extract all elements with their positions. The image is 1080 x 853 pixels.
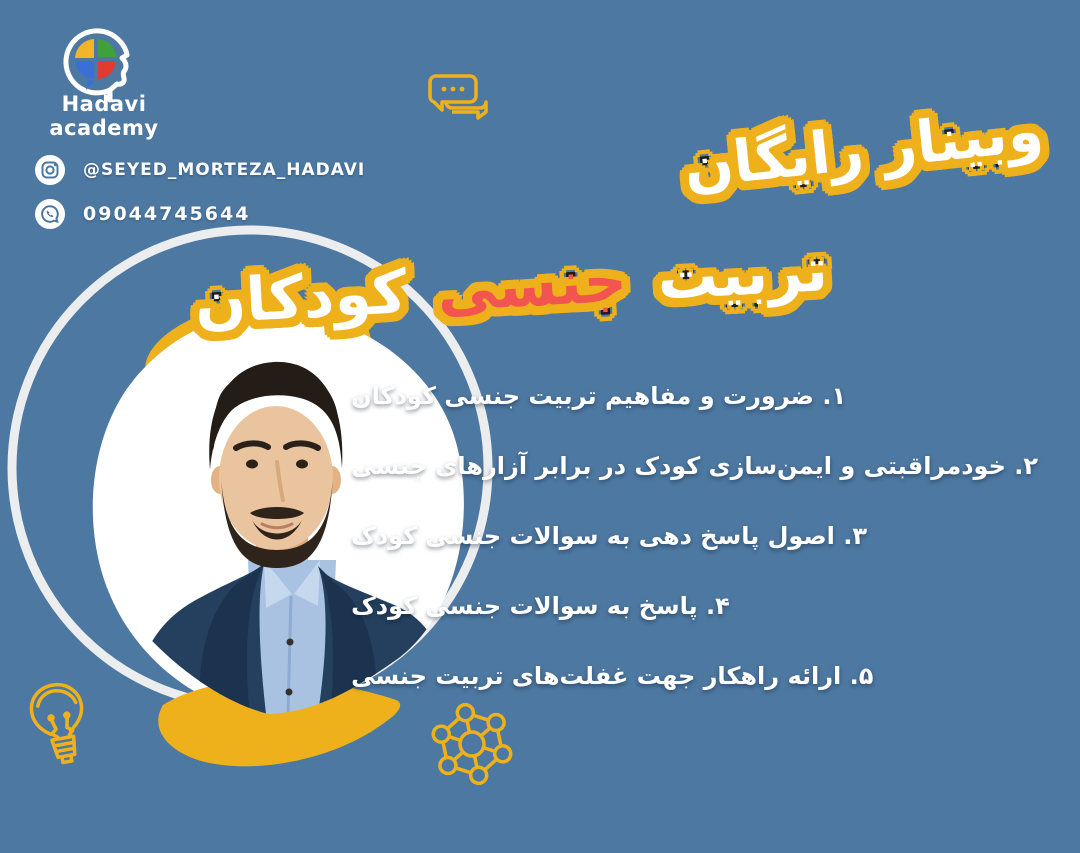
whatsapp-icon — [35, 199, 65, 229]
network-nodes-icon — [420, 692, 524, 796]
title-word-1: تربیت — [656, 234, 830, 314]
whatsapp-number: 09044745644 — [83, 203, 251, 225]
agenda-list — [351, 378, 1038, 694]
instagram-handle: @SEYED_MORTEZA_HADAVI — [83, 160, 366, 180]
agenda-item-4: ۴. پاسخ به سوالات جنسی کودک — [351, 592, 730, 620]
agenda-item-1: ۱. ضرورت و مفاهیم تربیت جنسی کودکان — [351, 382, 847, 410]
agenda-item-5: ۵. ارائه راهکار جهت غفلت‌های تربیت جنسی — [351, 662, 874, 690]
instagram-icon — [35, 155, 65, 185]
free-webinar-badge: وبینار رایگان — [680, 95, 1047, 202]
instagram-row — [35, 155, 365, 185]
agenda-item-2: ۲. خودمراقبتی و ایمن‌سازی کودک در برابر آزارهای جنسی — [351, 452, 1038, 480]
title-word-highlight: جنسی — [435, 245, 629, 326]
whatsapp-row — [35, 199, 250, 229]
title-word-3: کودکان — [193, 256, 409, 338]
brand-name: Hadavi academy — [49, 92, 159, 140]
agenda-item-3: ۳. اصول پاسخ دهی به سوالات جنسی کودک — [351, 522, 868, 550]
speech-bubbles-icon — [428, 72, 494, 132]
